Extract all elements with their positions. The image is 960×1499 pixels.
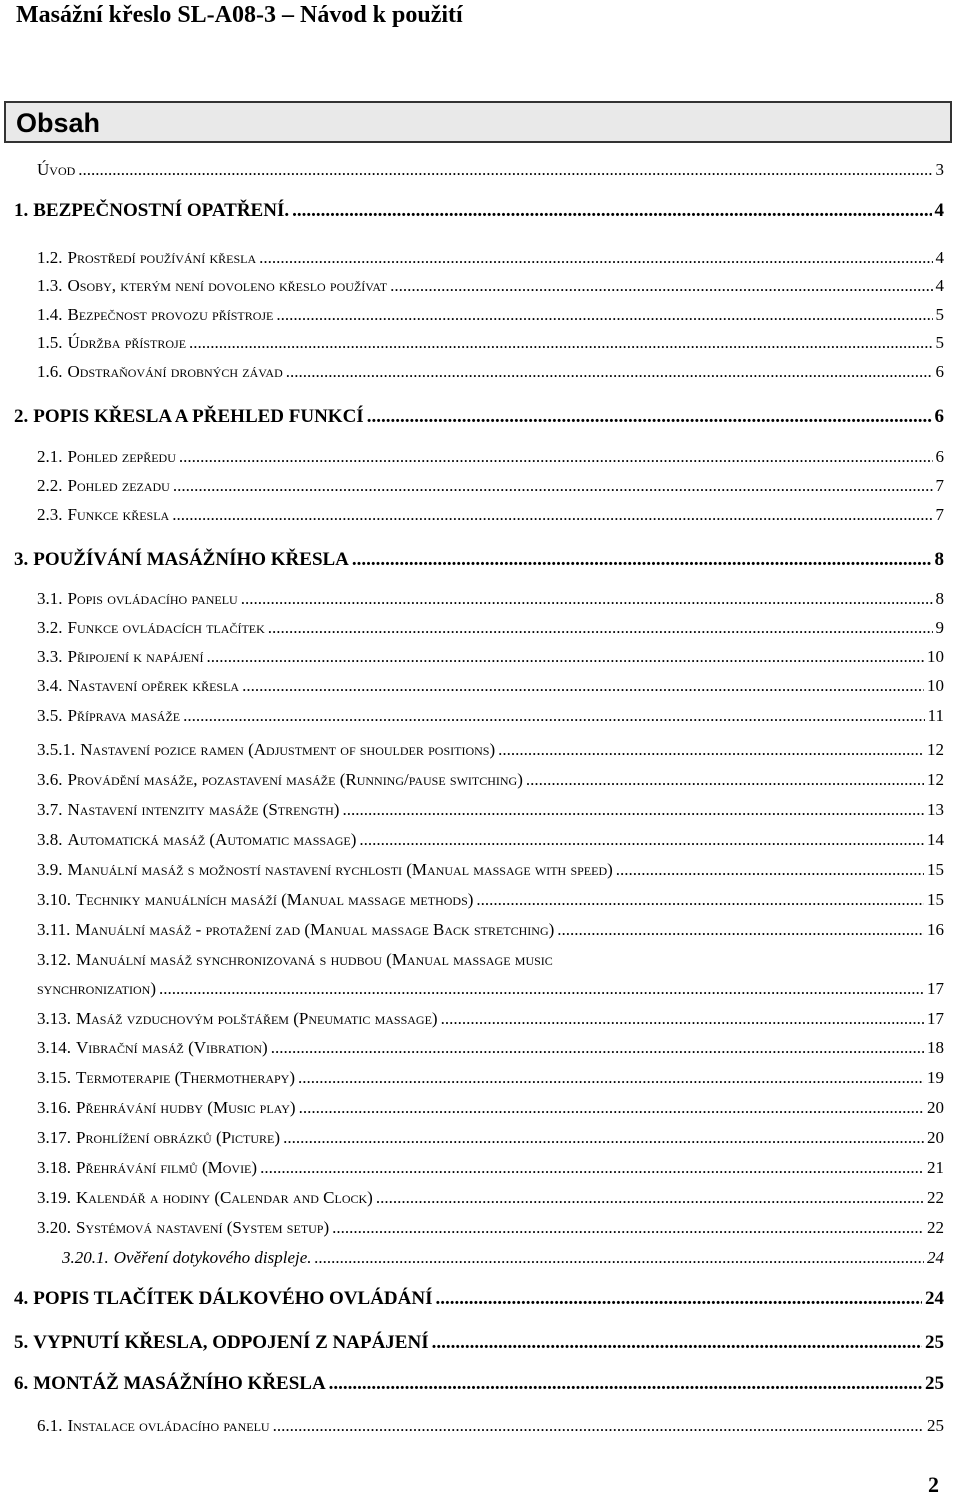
toc-entry[interactable] — [37, 979, 944, 1007]
toc-dot-leader — [342, 800, 924, 820]
toc-dot-leader — [189, 333, 932, 353]
toc-entry-title: Pohled zezadu — [67, 476, 170, 495]
toc-entry[interactable] — [14, 200, 944, 228]
toc-entry-page: 21 — [927, 1158, 944, 1177]
toc-entry-title: POPIS KŘESLA A PŘEHLED FUNKCÍ — [33, 406, 364, 427]
page-title: Masážní křeslo SL-A08-3 – Návod k použití — [16, 2, 463, 28]
toc-entry-number: 3.10. — [37, 890, 71, 909]
toc-entry[interactable] — [14, 1332, 944, 1360]
toc-entry-page: 3 — [935, 160, 944, 179]
toc-entry-page: 16 — [927, 920, 944, 939]
toc-entry-title: Příprava masáže — [67, 706, 181, 725]
toc-entry-page: 15 — [927, 890, 944, 909]
toc-entry-page: 25 — [927, 1416, 944, 1435]
toc-entry-title: Údržba přístroje — [67, 333, 187, 352]
toc-entry-number: 3.20. — [37, 1218, 71, 1237]
toc-dot-leader — [206, 647, 924, 667]
toc-entry-title: Provádění masáže, pozastavení masáže (Running/pause switching) — [67, 770, 523, 789]
toc-entry[interactable] — [37, 1416, 944, 1444]
toc-entry[interactable] — [37, 706, 944, 734]
toc-entry-page: 4 — [934, 200, 944, 221]
toc-entry-number: 6.1. — [37, 1416, 63, 1435]
toc-entry-title: BEZPEČNOSTNÍ OPATŘENÍ. — [33, 200, 290, 221]
toc-dot-leader — [283, 1128, 924, 1148]
toc-entry-number: 1.6. — [37, 362, 63, 381]
toc-entry-page: 5 — [935, 305, 944, 324]
toc-dot-leader — [273, 1416, 924, 1436]
toc-entry-number: 6. — [14, 1373, 29, 1394]
toc-entry-page: 6 — [934, 406, 944, 427]
toc-entry-number: 3.7. — [37, 800, 63, 819]
toc-entry-number: 2.1. — [37, 447, 63, 466]
toc-entry-page: 7 — [935, 476, 944, 495]
toc-entry-page: 9 — [935, 618, 944, 637]
toc-entry-number: 3.15. — [37, 1068, 71, 1087]
toc-entry-number: 3.1. — [37, 589, 63, 608]
toc-entry[interactable] — [37, 589, 944, 617]
toc-entry[interactable] — [14, 406, 944, 434]
toc-dot-leader — [526, 770, 924, 790]
toc-dot-leader — [441, 1009, 924, 1029]
toc-entry-title: Nastavení intenzity masáže (Strength) — [67, 800, 340, 819]
toc-entry-number: 3. — [14, 549, 29, 570]
toc-dot-leader — [315, 1248, 924, 1268]
toc-dot-leader — [352, 549, 932, 571]
toc-entry-page: 25 — [925, 1332, 944, 1353]
toc-entry-number: 1.4. — [37, 305, 63, 324]
toc-dot-leader — [260, 1158, 924, 1178]
toc-entry-number: 3.17. — [37, 1128, 71, 1147]
toc-entry-page: 22 — [927, 1218, 944, 1237]
toc-entry[interactable] — [37, 676, 944, 704]
toc-entry-number: 5. — [14, 1332, 29, 1353]
toc-dot-leader — [299, 1098, 924, 1118]
toc-entry-title: Nastavení opěrek křesla — [67, 676, 240, 695]
toc-entry-title: Osoby, kterým není dovoleno křeslo používat — [67, 276, 388, 295]
toc-entry-title: Ověření dotykového displeje. — [113, 1248, 312, 1267]
toc-entry-page: 6 — [935, 362, 944, 381]
toc-entry-title: Připojení k napájení — [67, 647, 204, 666]
toc-heading: Obsah — [16, 108, 101, 138]
toc-entry-title: Nastavení pozice ramen (Adjustment of shoulder positions) — [80, 740, 496, 759]
toc-entry-page: 5 — [935, 333, 944, 352]
toc-entry-number: 3.9. — [37, 860, 63, 879]
toc-entry-page: 17 — [927, 1009, 944, 1028]
toc-entry-title: Úvod — [37, 160, 76, 179]
toc-entry-number: 1.5. — [37, 333, 63, 352]
toc-entry-page: 14 — [927, 830, 944, 849]
toc-entry-number: 4. — [14, 1288, 29, 1309]
toc-entry-title: Vibrační masáž (Vibration) — [76, 1038, 268, 1057]
toc-entry[interactable] — [37, 920, 944, 948]
toc-dot-leader — [242, 676, 924, 696]
toc-entry-page: 18 — [927, 1038, 944, 1057]
toc-entry-page: 22 — [927, 1188, 944, 1207]
toc-dot-leader — [332, 1218, 924, 1238]
toc-dot-leader — [390, 276, 932, 296]
toc-dot-leader — [292, 200, 931, 222]
toc-entry-number: 3.12. — [37, 950, 71, 969]
toc-entry[interactable] — [37, 1068, 944, 1096]
toc-entry[interactable] — [37, 890, 944, 918]
toc-entry[interactable] — [37, 505, 944, 533]
toc-entry-number: 3.11. — [37, 920, 71, 939]
toc-entry-page: 6 — [935, 447, 944, 466]
toc-entry-title: Techniky manuálních masáží (Manual massage methods) — [76, 890, 474, 909]
toc-entry-number: 3.6. — [37, 770, 63, 789]
toc-entry-number: 3.5.1. — [37, 740, 76, 759]
toc-entry-title: Kalendář a hodiny (Calendar and Clock) — [76, 1188, 373, 1207]
toc-entry[interactable] — [37, 476, 944, 504]
toc-entry-page: 19 — [927, 1068, 944, 1087]
toc-entry[interactable] — [14, 1288, 944, 1316]
toc-entry[interactable] — [37, 647, 944, 675]
toc-entry-page: 24 — [927, 1248, 944, 1267]
toc-entry-page: 8 — [935, 589, 944, 608]
toc-dot-leader — [329, 1373, 922, 1395]
toc-entry[interactable] — [37, 333, 944, 361]
toc-entry-title: Přehrávání hudby (Music play) — [76, 1098, 296, 1117]
toc-entry-title: Automatická masáž (Automatic massage) — [67, 830, 357, 849]
toc-entry-page: 24 — [925, 1288, 944, 1309]
toc-entry-title: Manuální masáž - protažení zad (Manual massage Back stretching) — [75, 920, 555, 939]
toc-entry-page: 20 — [927, 1098, 944, 1117]
toc-dot-leader — [298, 1068, 924, 1088]
toc-entry-number: 2.3. — [37, 505, 63, 524]
toc-entry[interactable] — [37, 1098, 944, 1126]
toc-dot-leader — [436, 1288, 923, 1310]
page-number: 2 — [928, 1472, 939, 1497]
toc-entry-number: 3.4. — [37, 676, 63, 695]
toc-entry-title: Prohlížení obrázků (Picture) — [76, 1128, 281, 1147]
toc-entry-title: Systémová nastavení (System setup) — [76, 1218, 330, 1237]
toc-entry-number: 3.2. — [37, 618, 63, 637]
toc-dot-leader — [432, 1332, 922, 1354]
toc-entry-title: Manuální masáž s možností nastavení rychlosti (Manual massage with speed) — [67, 860, 613, 879]
toc-entry[interactable] — [37, 1038, 944, 1066]
toc-entry[interactable] — [37, 447, 944, 475]
toc-entry-page: 15 — [927, 860, 944, 879]
toc-entry-title: Popis ovládacího panelu — [67, 589, 238, 608]
toc-entry[interactable] — [37, 160, 944, 188]
toc-entry[interactable] — [37, 618, 944, 646]
toc-dot-leader — [241, 589, 933, 609]
toc-entry[interactable] — [37, 276, 944, 304]
toc-entry[interactable] — [37, 740, 944, 768]
toc-entry-title: Bezpečnost provozu přístroje — [67, 305, 274, 324]
toc-dot-leader — [498, 740, 924, 760]
toc-entry-page: 20 — [927, 1128, 944, 1147]
toc-entry[interactable] — [37, 362, 944, 390]
toc-entry-page: 12 — [927, 740, 944, 759]
toc-entry-page: 12 — [927, 770, 944, 789]
toc-dot-leader — [173, 476, 933, 496]
toc-entry-number: 3.16. — [37, 1098, 71, 1117]
toc-dot-leader — [183, 706, 925, 726]
toc-entry[interactable] — [37, 1009, 944, 1037]
toc-entry-title: Prostředí používání křesla — [67, 248, 257, 267]
toc-entry-title: POPIS TLAČÍTEK DÁLKOVÉHO OVLÁDÁNÍ — [33, 1288, 433, 1309]
toc-entry-page: 4 — [935, 276, 944, 295]
toc-entry-title: VYPNUTÍ KŘESLA, ODPOJENÍ Z NAPÁJENÍ — [33, 1332, 429, 1353]
toc-dot-leader — [286, 362, 933, 382]
toc-entry-page: 10 — [927, 647, 944, 666]
toc-dot-leader — [376, 1188, 924, 1208]
toc-entry-page: 10 — [927, 676, 944, 695]
toc-entry[interactable] — [37, 830, 944, 858]
toc-entry-number: 2.2. — [37, 476, 63, 495]
toc-entry-number: 1.3. — [37, 276, 63, 295]
toc-entry-number: 3.13. — [37, 1009, 71, 1028]
toc-dot-leader — [268, 618, 933, 638]
toc-entry-page: 13 — [927, 800, 944, 819]
toc-dot-leader — [557, 920, 924, 940]
toc-entry-number: 1.2. — [37, 248, 63, 267]
toc-entry-title: Pohled zepředu — [67, 447, 176, 466]
toc-entry-page: 7 — [935, 505, 944, 524]
toc-entry-number: 3.14. — [37, 1038, 71, 1057]
toc-entry-number: 3.19. — [37, 1188, 71, 1207]
toc-entry-title: MONTÁŽ MASÁŽNÍHO KŘESLA — [33, 1373, 326, 1394]
toc-dot-leader — [172, 505, 932, 525]
toc-entry-page: 25 — [925, 1373, 944, 1394]
toc-entry-number: 3.3. — [37, 647, 63, 666]
toc-entry-number: 1. — [14, 200, 29, 221]
toc-entry[interactable] — [37, 1188, 944, 1216]
toc-entry-page: 17 — [927, 979, 944, 998]
toc-entry-title: synchronization) — [37, 979, 156, 998]
toc-entry[interactable] — [37, 1158, 944, 1186]
toc-entry[interactable] — [62, 1248, 944, 1276]
toc-dot-leader — [78, 160, 932, 180]
toc-entry-title: Funkce křesla — [67, 505, 170, 524]
toc-entry[interactable] — [37, 860, 944, 888]
toc-entry[interactable] — [37, 950, 553, 978]
toc-entry-number: 3.18. — [37, 1158, 71, 1177]
toc-entry-number: 3.5. — [37, 706, 63, 725]
toc-dot-leader — [259, 248, 932, 268]
toc-entry-title: Instalace ovládacího panelu — [67, 1416, 270, 1435]
toc-entry-title: Manuální masáž synchronizovaná s hudbou (Manual massage music — [76, 950, 553, 969]
toc-entry[interactable] — [14, 1373, 944, 1401]
toc-entry[interactable] — [37, 248, 944, 276]
toc-entry-title: Funkce ovládacích tlačítek — [67, 618, 265, 637]
toc-entry-number: 3.20.1. — [62, 1248, 109, 1267]
toc-entry-page: 4 — [935, 248, 944, 267]
toc-heading-box — [4, 101, 952, 143]
toc-dot-leader — [359, 830, 924, 850]
toc-entry[interactable] — [37, 1128, 944, 1156]
toc-entry[interactable] — [37, 305, 944, 333]
toc-entry-title: POUŽÍVÁNÍ MASÁŽNÍHO KŘESLA — [33, 549, 349, 570]
toc-entry[interactable] — [37, 800, 944, 828]
toc-entry-title: Odstraňování drobných závad — [67, 362, 283, 381]
toc-entry-title: Masáž vzduchovým polštářem (Pneumatic massage) — [76, 1009, 438, 1028]
toc-dot-leader — [271, 1038, 924, 1058]
toc-entry-number: 2. — [14, 406, 29, 427]
toc-entry[interactable] — [37, 1218, 944, 1246]
toc-entry-page: 8 — [934, 549, 944, 570]
toc-dot-leader — [476, 890, 924, 910]
toc-entry[interactable] — [37, 770, 944, 798]
toc-dot-leader — [179, 447, 933, 467]
toc-entry-page: 11 — [927, 706, 944, 725]
toc-dot-leader — [616, 860, 924, 880]
toc-dot-leader — [159, 979, 924, 999]
toc-entry-number: 3.8. — [37, 830, 63, 849]
toc-entry-title: Termoterapie (Thermotherapy) — [76, 1068, 296, 1087]
toc-dot-leader — [276, 305, 932, 325]
toc-dot-leader — [367, 406, 932, 428]
toc-entry-title: Přehrávání filmů (Movie) — [76, 1158, 258, 1177]
toc-entry[interactable] — [14, 549, 944, 577]
